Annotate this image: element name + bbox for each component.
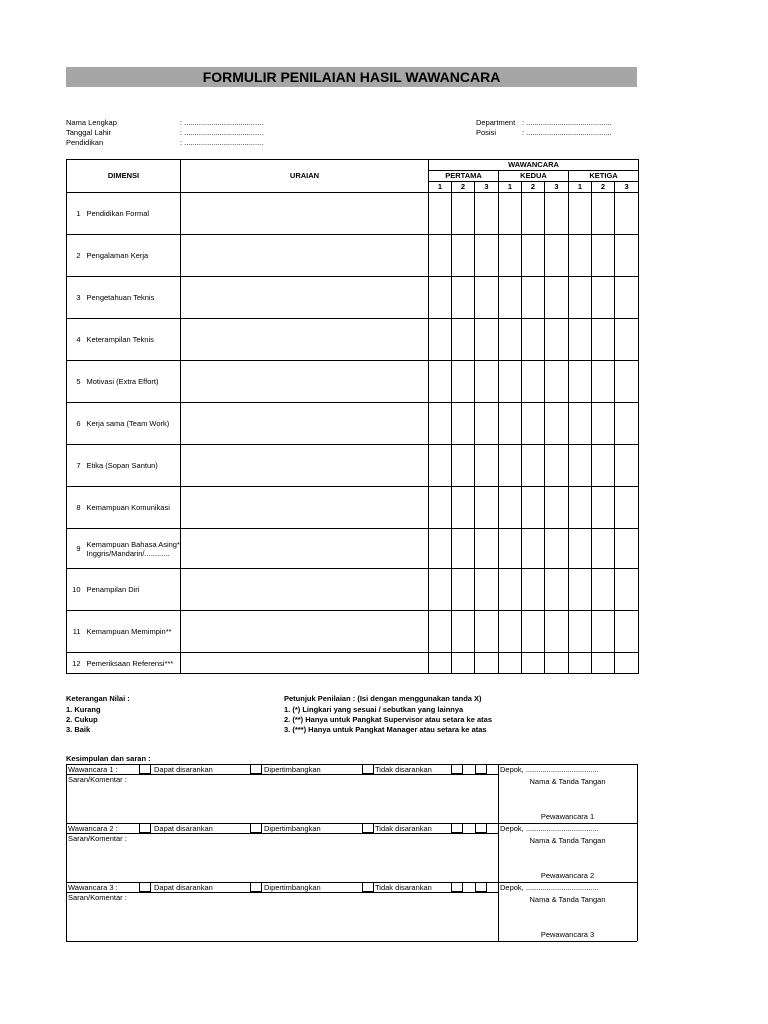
row-number: 1: [67, 193, 85, 235]
score-cell[interactable]: [545, 653, 569, 674]
score-cell[interactable]: [452, 361, 475, 403]
score-cell[interactable]: [615, 193, 639, 235]
score-cell[interactable]: [569, 445, 592, 487]
score-cell[interactable]: [522, 319, 545, 361]
signer-name: Pewawancara 2: [540, 871, 595, 880]
score-cell[interactable]: [615, 361, 639, 403]
field-posisi[interactable]: : .........................................: [522, 128, 612, 137]
score-cell[interactable]: [592, 529, 615, 569]
score-cell[interactable]: [592, 361, 615, 403]
header-uraian: URAIAN: [181, 160, 429, 193]
score-cell[interactable]: [522, 277, 545, 319]
option-dapat-disarankan: Dapat disarankan: [154, 765, 213, 774]
table-row: [67, 487, 639, 529]
score-cell[interactable]: [522, 193, 545, 235]
row-number: 7: [67, 445, 85, 487]
score-cell[interactable]: [545, 403, 569, 445]
score-cell[interactable]: [569, 235, 592, 277]
row-number: 5: [67, 361, 85, 403]
spare-box: [451, 882, 463, 892]
score-cell[interactable]: [452, 569, 475, 611]
option-dapat-disarankan: Dapat disarankan: [154, 883, 213, 892]
score-cell[interactable]: [522, 569, 545, 611]
score-cell[interactable]: [499, 445, 522, 487]
option-checkbox[interactable]: [250, 882, 262, 892]
score-cell[interactable]: [522, 611, 545, 653]
score-cell[interactable]: [545, 193, 569, 235]
signer-name: Pewawancara 3: [540, 930, 595, 939]
score-cell[interactable]: [475, 277, 499, 319]
score-cell[interactable]: [615, 445, 639, 487]
score-cell[interactable]: [592, 569, 615, 611]
row-dimension: Pengetahuan Teknis: [85, 277, 181, 319]
instruction-item: 2. (**) Hanya untuk Pangkat Supervisor atau setara ke atas: [284, 715, 492, 724]
score-cell[interactable]: [429, 319, 452, 361]
conclusion-heading: Kesimpulan dan saran :: [66, 754, 151, 763]
legend-item: 1. Kurang: [66, 705, 101, 714]
header-score: 2: [452, 182, 475, 193]
row-number: 4: [67, 319, 85, 361]
score-cell[interactable]: [429, 403, 452, 445]
score-cell[interactable]: [545, 611, 569, 653]
score-cell[interactable]: [615, 403, 639, 445]
score-cell[interactable]: [569, 529, 592, 569]
score-cell[interactable]: [545, 319, 569, 361]
row-dimension: Pengalaman Kerja: [85, 235, 181, 277]
uraian-cell[interactable]: [181, 277, 429, 319]
score-cell[interactable]: [452, 487, 475, 529]
table-row: [67, 235, 639, 277]
comment-area[interactable]: [67, 903, 497, 940]
place-date: Depok, ...................................: [500, 824, 599, 833]
legend-item: 3. Baik: [66, 725, 91, 734]
option-dipertimbangkan: Dipertimbangkan: [264, 883, 321, 892]
assessment-table: [66, 159, 639, 674]
place-date: Depok, ...................................: [500, 765, 599, 774]
row-number: 3: [67, 277, 85, 319]
option-checkbox[interactable]: [139, 823, 151, 833]
uraian-cell[interactable]: [181, 653, 429, 674]
form-title: FORMULIR PENILAIAN HASIL WAWANCARA: [66, 67, 637, 87]
row-dimension: Kemampuan Bahasa Asing* Inggris/Mandarin/............: [85, 529, 181, 569]
score-cell[interactable]: [615, 653, 639, 674]
score-cell[interactable]: [522, 653, 545, 674]
header-score: 3: [545, 182, 569, 193]
header-wawancara: WAWANCARA: [429, 160, 639, 171]
signer-name: Pewawancara 1: [540, 812, 595, 821]
field-pendidikan[interactable]: : ......................................: [180, 138, 264, 147]
score-cell[interactable]: [499, 235, 522, 277]
score-cell[interactable]: [499, 569, 522, 611]
score-cell[interactable]: [475, 319, 499, 361]
score-cell[interactable]: [452, 529, 475, 569]
option-dipertimbangkan: Dipertimbangkan: [264, 765, 321, 774]
score-cell[interactable]: [522, 235, 545, 277]
score-cell[interactable]: [592, 611, 615, 653]
score-cell[interactable]: [499, 193, 522, 235]
score-cell[interactable]: [522, 361, 545, 403]
score-cell[interactable]: [499, 361, 522, 403]
instructions-heading: Petunjuk Penilaian : (Isi dengan menggunakan tanda X): [284, 694, 482, 703]
score-cell[interactable]: [592, 235, 615, 277]
score-cell[interactable]: [569, 403, 592, 445]
score-cell[interactable]: [429, 487, 452, 529]
table-row: [67, 193, 639, 235]
uraian-cell[interactable]: [181, 193, 429, 235]
score-cell[interactable]: [615, 277, 639, 319]
score-cell[interactable]: [499, 653, 522, 674]
row-number: 8: [67, 487, 85, 529]
block-border-right: [637, 823, 638, 882]
option-tidak-disarankan: Tidak disarankan: [375, 765, 432, 774]
score-cell[interactable]: [452, 653, 475, 674]
instruction-item: 1. (*) Lingkari yang sesuai / sebutkan yang lainnya: [284, 705, 464, 714]
score-cell[interactable]: [569, 277, 592, 319]
score-cell[interactable]: [615, 487, 639, 529]
option-dipertimbangkan: Dipertimbangkan: [264, 824, 321, 833]
uraian-cell[interactable]: [181, 319, 429, 361]
score-cell[interactable]: [592, 277, 615, 319]
field-nama[interactable]: : ......................................: [180, 118, 264, 127]
label-pendidikan: Pendidikan: [66, 138, 104, 147]
interview-label: Wawancara 1 :: [68, 765, 118, 774]
label-tanggal-lahir: Tanggal Lahir: [66, 128, 112, 137]
place-date: Depok, ...................................: [500, 883, 599, 892]
score-cell[interactable]: [592, 403, 615, 445]
score-cell[interactable]: [545, 235, 569, 277]
score-cell[interactable]: [545, 487, 569, 529]
score-cell[interactable]: [499, 611, 522, 653]
uraian-cell[interactable]: [181, 361, 429, 403]
option-checkbox[interactable]: [250, 823, 262, 833]
header-score: 1: [429, 182, 452, 193]
table-row: [67, 361, 639, 403]
label-posisi: Posisi: [476, 128, 497, 137]
score-cell[interactable]: [499, 529, 522, 569]
option-checkbox[interactable]: [139, 764, 151, 774]
uraian-cell[interactable]: [181, 445, 429, 487]
score-cell[interactable]: [452, 403, 475, 445]
score-cell[interactable]: [452, 319, 475, 361]
score-cell[interactable]: [569, 361, 592, 403]
interview-label: Wawancara 3 :: [68, 883, 118, 892]
uraian-cell[interactable]: [181, 611, 429, 653]
score-cell[interactable]: [475, 445, 499, 487]
table-row: [67, 403, 639, 445]
score-cell[interactable]: [499, 487, 522, 529]
table-row: [67, 569, 639, 611]
score-cell[interactable]: [522, 445, 545, 487]
header-score: 2: [522, 182, 545, 193]
score-cell[interactable]: [545, 277, 569, 319]
row-dimension: Kemampuan Memimpin**: [85, 611, 181, 653]
sign-label: Nama & Tanda Tangan: [529, 777, 606, 786]
score-cell[interactable]: [615, 319, 639, 361]
table-row: [67, 653, 639, 674]
score-cell[interactable]: [475, 611, 499, 653]
row-dimension: Pemeriksaan Referensi***: [85, 653, 181, 674]
score-cell[interactable]: [615, 235, 639, 277]
row-number: 2: [67, 235, 85, 277]
spare-box: [475, 882, 487, 892]
row-dimension: Penampilan Diri: [85, 569, 181, 611]
row-number: 9: [67, 529, 85, 569]
score-cell[interactable]: [499, 277, 522, 319]
score-cell[interactable]: [475, 235, 499, 277]
row-number: 10: [67, 569, 85, 611]
block-border-bottom: [66, 941, 637, 942]
block-row-line: [66, 833, 498, 834]
header-score: 3: [615, 182, 639, 193]
table-row: [67, 445, 639, 487]
block-border-right: [637, 882, 638, 941]
field-tanggal-lahir[interactable]: : ......................................: [180, 128, 264, 137]
table-row: [67, 529, 639, 569]
option-checkbox[interactable]: [362, 823, 374, 833]
row-dimension: Kerja sama (Team Work): [85, 403, 181, 445]
score-cell[interactable]: [615, 569, 639, 611]
score-cell[interactable]: [475, 569, 499, 611]
table-row: [67, 319, 639, 361]
comment-label: Saran/Komentar :: [68, 893, 127, 902]
score-cell[interactable]: [592, 487, 615, 529]
score-cell[interactable]: [452, 445, 475, 487]
score-cell[interactable]: [429, 193, 452, 235]
score-cell[interactable]: [429, 445, 452, 487]
score-cell[interactable]: [499, 319, 522, 361]
score-cell[interactable]: [592, 319, 615, 361]
row-number: 6: [67, 403, 85, 445]
comment-area[interactable]: [67, 844, 497, 881]
option-tidak-disarankan: Tidak disarankan: [375, 883, 432, 892]
score-cell[interactable]: [475, 403, 499, 445]
header-score: 1: [499, 182, 522, 193]
score-cell[interactable]: [429, 653, 452, 674]
score-cell[interactable]: [545, 569, 569, 611]
row-dimension: Motivasi (Extra Effort): [85, 361, 181, 403]
field-department[interactable]: : .........................................: [522, 118, 612, 127]
score-cell[interactable]: [475, 193, 499, 235]
score-cell[interactable]: [475, 487, 499, 529]
score-cell[interactable]: [615, 611, 639, 653]
label-department: Department: [476, 118, 516, 127]
score-cell[interactable]: [429, 569, 452, 611]
row-dimension: Keterampilan Teknis: [85, 319, 181, 361]
score-cell[interactable]: [569, 611, 592, 653]
score-cell[interactable]: [452, 277, 475, 319]
uraian-cell[interactable]: [181, 529, 429, 569]
row-dimension: Etika (Sopan Santun): [85, 445, 181, 487]
score-cell[interactable]: [475, 529, 499, 569]
score-cell[interactable]: [569, 193, 592, 235]
comment-label: Saran/Komentar :: [68, 834, 127, 843]
score-cell[interactable]: [429, 611, 452, 653]
score-cell[interactable]: [615, 529, 639, 569]
score-cell[interactable]: [569, 569, 592, 611]
option-checkbox[interactable]: [250, 764, 262, 774]
score-cell[interactable]: [592, 193, 615, 235]
score-cell[interactable]: [429, 361, 452, 403]
header-round: KETIGA: [569, 171, 639, 182]
header-score: 1: [569, 182, 592, 193]
score-cell[interactable]: [475, 653, 499, 674]
option-checkbox[interactable]: [362, 882, 374, 892]
uraian-cell[interactable]: [181, 569, 429, 611]
spare-box: [475, 823, 487, 833]
option-checkbox[interactable]: [362, 764, 374, 774]
spare-box: [475, 764, 487, 774]
score-cell[interactable]: [452, 193, 475, 235]
instruction-item: 3. (***) Hanya untuk Pangkat Manager atau setara ke atas: [284, 725, 487, 734]
score-cell[interactable]: [429, 529, 452, 569]
score-cell[interactable]: [522, 529, 545, 569]
sign-label: Nama & Tanda Tangan: [529, 836, 606, 845]
spare-box: [451, 764, 463, 774]
uraian-cell[interactable]: [181, 235, 429, 277]
score-cell[interactable]: [569, 487, 592, 529]
score-cell[interactable]: [452, 235, 475, 277]
row-number: 12: [67, 653, 85, 674]
score-cell[interactable]: [545, 529, 569, 569]
table-row: [67, 277, 639, 319]
block-border-right: [637, 764, 638, 823]
row-dimension: Kemampuan Komunikasi: [85, 487, 181, 529]
score-cell[interactable]: [429, 235, 452, 277]
score-cell[interactable]: [475, 361, 499, 403]
spare-box: [451, 823, 463, 833]
score-cell[interactable]: [569, 319, 592, 361]
score-cell[interactable]: [569, 653, 592, 674]
legend-item: 2. Cukup: [66, 715, 98, 724]
comment-area[interactable]: [67, 785, 497, 822]
uraian-cell[interactable]: [181, 403, 429, 445]
uraian-cell[interactable]: [181, 487, 429, 529]
comment-label: Saran/Komentar :: [68, 775, 127, 784]
score-cell[interactable]: [452, 611, 475, 653]
interview-label: Wawancara 2 :: [68, 824, 118, 833]
option-checkbox[interactable]: [139, 882, 151, 892]
score-cell[interactable]: [545, 361, 569, 403]
score-cell[interactable]: [522, 403, 545, 445]
block-row-line: [66, 774, 498, 775]
header-round: KEDUA: [499, 171, 569, 182]
block-row-line: [66, 892, 498, 893]
option-tidak-disarankan: Tidak disarankan: [375, 824, 432, 833]
score-cell[interactable]: [499, 403, 522, 445]
row-dimension: Pendidikan Formal: [85, 193, 181, 235]
score-cell[interactable]: [429, 277, 452, 319]
row-number: 11: [67, 611, 85, 653]
legend-heading: Keterangan Nilai :: [66, 694, 130, 703]
header-score: 3: [475, 182, 499, 193]
table-row: [67, 611, 639, 653]
header-round: PERTAMA: [429, 171, 499, 182]
sign-label: Nama & Tanda Tangan: [529, 895, 606, 904]
label-nama: Nama Lengkap: [66, 118, 117, 127]
score-cell[interactable]: [592, 653, 615, 674]
option-dapat-disarankan: Dapat disarankan: [154, 824, 213, 833]
score-cell[interactable]: [592, 445, 615, 487]
score-cell[interactable]: [545, 445, 569, 487]
score-cell[interactable]: [522, 487, 545, 529]
header-score: 2: [592, 182, 615, 193]
header-dimensi: DIMENSI: [67, 160, 181, 193]
